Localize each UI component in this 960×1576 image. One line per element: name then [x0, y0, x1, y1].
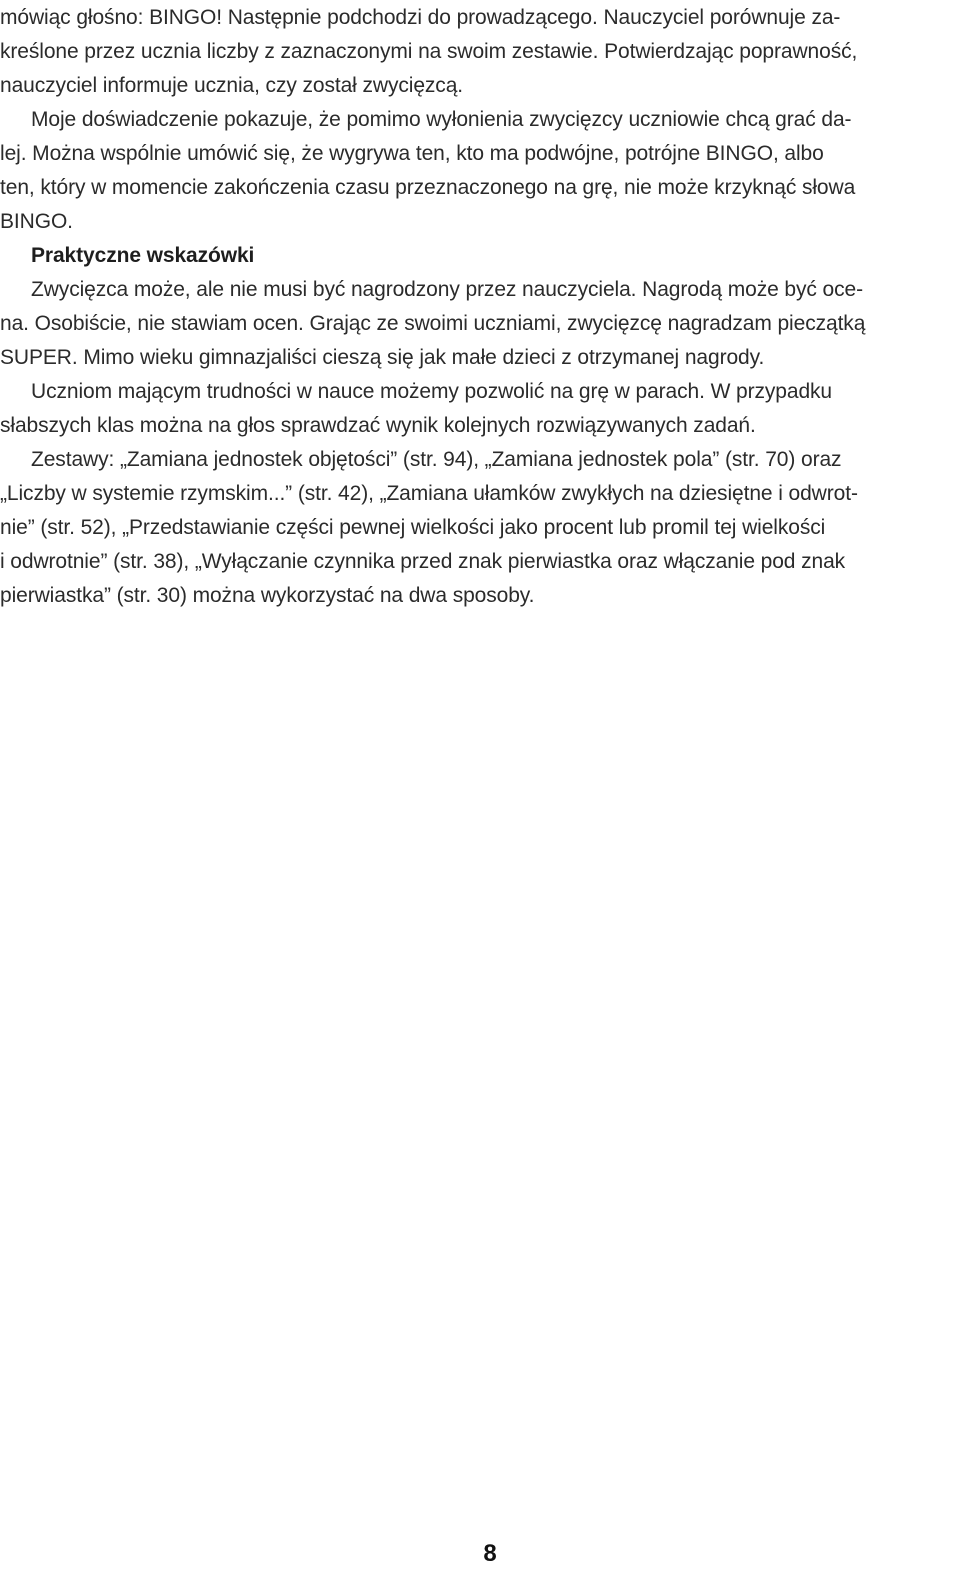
text-line: kreślone przez ucznia liczby z zaznaczonymi na swoim zestawie. Potwierdzając poprawność,: [0, 40, 858, 63]
text-line: ten, który w momencie zakończenia czasu przeznaczonego na grę, nie może krzyknąć słowa: [0, 176, 856, 199]
text-line: Zestawy: „Zamiana jednostek objętości” (str. 94), „Zamiana jednostek pola” (str. 70) oraz: [31, 448, 842, 471]
text-line: nauczyciel informuje ucznia, czy został zwycięzcą.: [0, 74, 464, 97]
section-heading: Praktyczne wskazówki: [31, 244, 255, 267]
text-line: BINGO.: [0, 210, 73, 233]
text-line: Uczniom mającym trudności w nauce możemy pozwolić na grę w parach. W przypadku: [31, 380, 833, 403]
text-line: na. Osobiście, nie stawiam ocen. Grając ze swoimi uczniami, zwycięzcę nagradzam pieczątką: [0, 312, 866, 335]
page-number: 8: [483, 1540, 497, 1567]
text-line: „Liczby w systemie rzymskim...” (str. 42), „Zamiana ułamków zwykłych na dziesiętne i odwrot-: [0, 482, 858, 505]
text-line: nie” (str. 52), „Przedstawianie części pewnej wielkości jako procent lub promil tej wielkości: [0, 516, 826, 539]
text-line: pierwiastka” (str. 30) można wykorzystać na dwa sposoby.: [0, 584, 535, 607]
text-line: mówiąc głośno: BINGO! Następnie podchodzi do prowadzącego. Nauczyciel porównuje za-: [0, 6, 841, 29]
text-line: słabszych klas można na głos sprawdzać wynik kolejnych rozwiązywanych zadań.: [0, 414, 756, 437]
text-line: Moje doświadczenie pokazuje, że pomimo wyłonienia zwycięzcy uczniowie chcą grać da-: [31, 108, 852, 131]
text-line: i odwrotnie” (str. 38), „Wyłączanie czynnika przed znak pierwiastka oraz włączanie pod znak: [0, 550, 846, 573]
text-line: Zwycięzca może, ale nie musi być nagrodzony przez nauczyciela. Nagrodą może być oce-: [31, 278, 863, 301]
text-line: lej. Można wspólnie umówić się, że wygrywa ten, kto ma podwójne, potrójne BINGO, albo: [0, 142, 824, 165]
text-line: SUPER. Mimo wieku gimnazjaliści cieszą się jak małe dzieci z otrzymanej nagrody.: [0, 346, 765, 369]
